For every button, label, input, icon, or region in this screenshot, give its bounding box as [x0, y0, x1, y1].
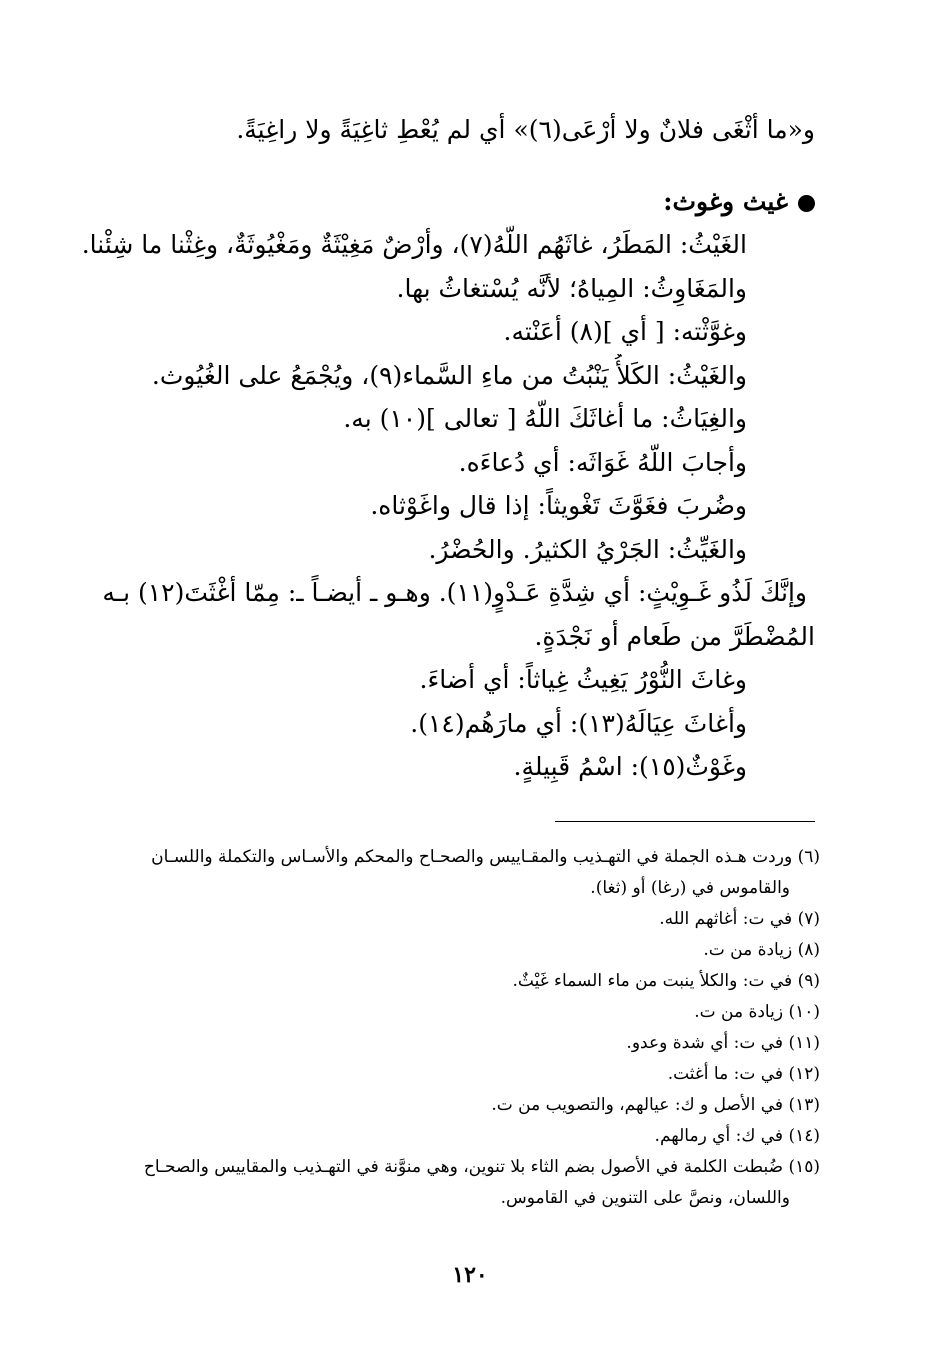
- text-line: وغاثَ النُّوْرُ يَغِيثُ غِياثاً: أي أضاءَ.: [419, 665, 747, 694]
- heading-text: غيث وغوث:: [663, 186, 788, 216]
- footnote: (٩) في ت: والكلأ ينبت من ماء السماء غَيْثٌ.: [512, 971, 820, 991]
- footnote: (٧) في ت: أغاثهم الله.: [659, 909, 820, 929]
- text-line: وغوَّثْته: [ أي ](٨) أعَنْته.: [503, 317, 747, 346]
- text-line: وأجابَ اللّهُ غَوَاثَه: أي دُعاءَه.: [458, 447, 747, 477]
- text-line: والغَيِّثُ: الجَرْيُ الكثيرُ. والحُضْرُ.: [428, 534, 747, 564]
- footnote: (١٥) ضُبطت الكلمة في الأصول بضم الثاء بلا تنوين، وهي منوَّنة في التهـذيب والمقاييس والصحـاح: [143, 1157, 820, 1177]
- text-line: والغَيْثُ: الكَلأُ يَنْبُتُ من ماءِ السَّماء(٩)، ويُجْمَعُ على الغُيُوث.: [151, 360, 747, 390]
- footnote: (٨) زيادة من ت.: [703, 940, 820, 960]
- text-line-continuation: المُضْطَرَّ من طَعام أو نَجْدَةٍ.: [534, 621, 815, 651]
- footnote-separator: [555, 821, 815, 822]
- section-heading: [80, 180, 815, 224]
- text-line: وإنَّكَ لَذُو غَـوِيْثٍ: أي شِدَّةِ عَـدْوٍ(١١). وهـو ـ أيضـاً ـ: مِمّا أغْثَتَ(١٢) بـه: [102, 578, 807, 607]
- text-line: والمَغَاوِثُ: المِياهُ؛ لأنَّه يُسْتغاثُ بها.: [396, 273, 747, 303]
- main-text: [80, 108, 815, 789]
- intro-line: و«ما أثْغَى فلانٌ ولا أرْعَى(٦)» أي لم يُعْطِ ثاغِيَةً ولا راغِيَةً.: [236, 115, 815, 144]
- footnote: (١٤) في ك: أي رمالهم.: [654, 1126, 820, 1146]
- text-line: والغِيَاثُ: ما أغاثَكَ اللّهُ [ تعالى ](١٠) به.: [343, 404, 747, 433]
- bullet-icon: [798, 195, 815, 212]
- footnote: (١٢) في ت: ما أغثت.: [667, 1064, 820, 1084]
- footnotes: [100, 842, 820, 1214]
- footnote: (١٣) في الأصل و ك: عيالهم، والتصويب من ت.: [491, 1095, 820, 1115]
- footnote-continuation: واللسان، ونصَّ على التنوين في القاموس.: [500, 1188, 790, 1208]
- footnote: (٦) وردت هـذه الجملة في التهـذيب والمقـاييس والصحـاح والمحكم والأسـاس والتكملة واللسـان: [151, 847, 820, 867]
- text-line: وغَوْثٌ(١٥): اسْمُ قَبِيلةٍ.: [513, 752, 747, 781]
- footnote: (١٠) زيادة من ت.: [694, 1002, 820, 1022]
- footnote: (١١) في ت: أي شدة وعدو.: [626, 1033, 820, 1053]
- text-line: وضُربَ فغَوَّثَ تَغْويثاً: إذا قال واغَوْثاه.: [370, 491, 747, 520]
- footnote-continuation: والقاموس في (رغا) أو (ثغا).: [590, 878, 790, 898]
- text-line: وأغاثَ عِيَالَهُ(١٣): أي مارَهُم(١٤).: [410, 708, 747, 738]
- text-line: الغَيْثُ: المَطَرُ، غاثَهُم اللّهُ(٧)، وأرْضٌ مَغِيْثَةٌ ومَغْيُوثَةٌ، وغِثْنا ما شِئْنا.: [81, 230, 747, 259]
- page-number: ١٢٠: [452, 1262, 488, 1288]
